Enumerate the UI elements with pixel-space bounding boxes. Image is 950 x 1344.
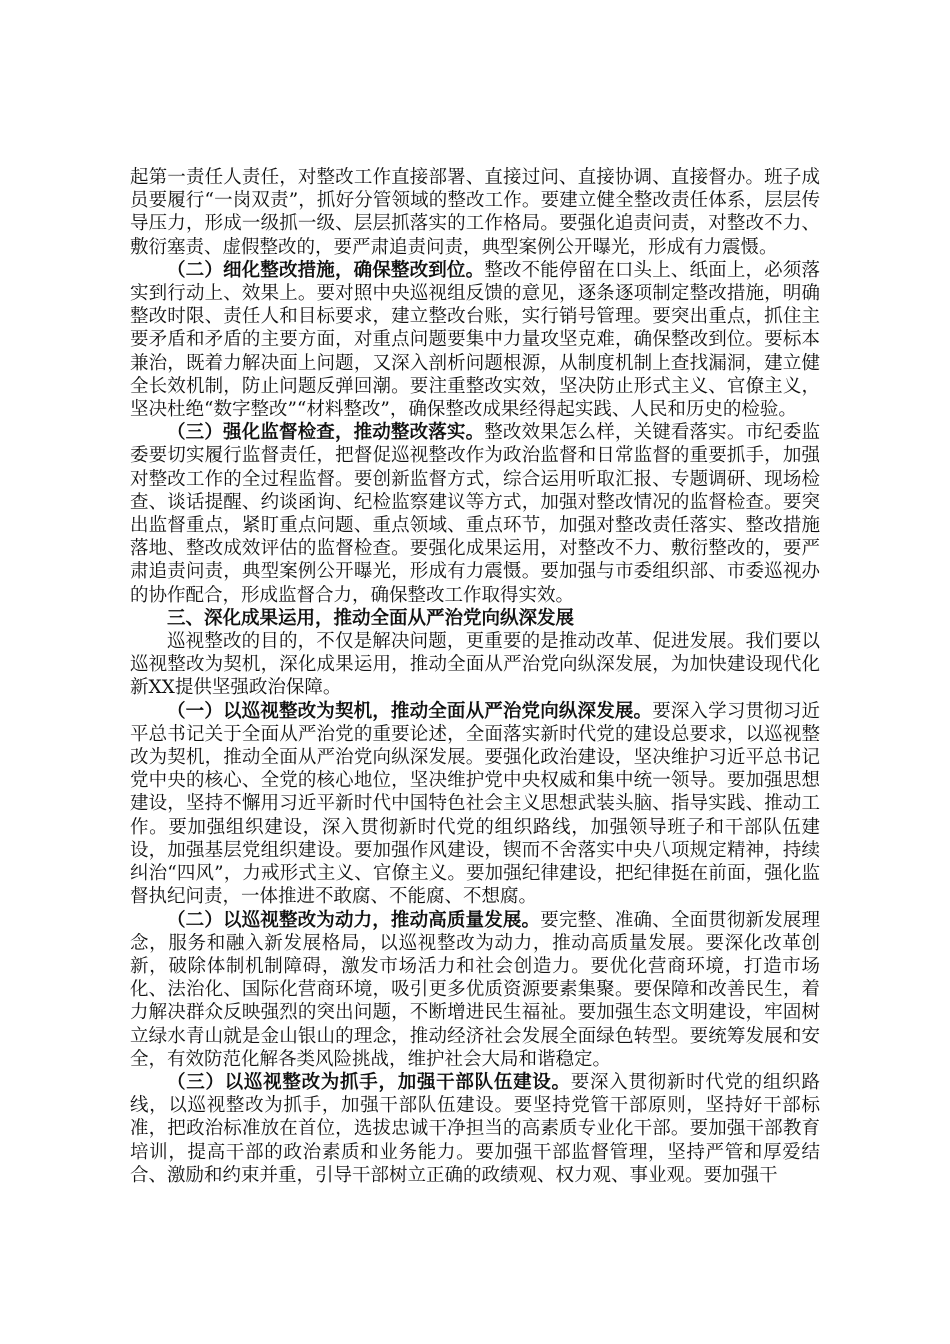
paragraph-text: 起第一责任人责任，对整改工作直接部署、直接过问、直接协调、直接督办。班子成员要履行“一岗双责”，抓好分管领域的整改工作。要建立健全整改责任体系，层层传导压力，形成一级抓一级、层层抓落实的工作格局。要强化追责问责，对整改不力、敷衍塞责、虚假整改的，要严肃追责问责，典型案例公开曝光，形成有力震慑。 xyxy=(130,167,820,258)
paragraph-text: 要深入学习贯彻习近平总书记关于全面从严治党的重要论述，全面落实新时代党的建设总要求，以巡视整改为契机，推动全面从严治党向纵深发展。要强化政治建设，坚决维护习近平总书记党中央的核心、全党的核心地位，坚决维护党中央权威和集中统一领导。要加强思想建设，坚持不懈用习近平新时代中国特色社会主义思想武装头脑、指导实践、推动工作。要加强组织建设，深入贯彻新时代党的组织路线，加强领导班子和干部队伍建设，加强基层党组织建设。要加强作风建设，锲而不舍落实中央八项规定精神，持续纠治“四风”，力戒形式主义、官僚主义。要加强纪律建设，把纪律挺在前面，强化监督执纪问责，一体推进不敢腐、不能腐、不想腐。 xyxy=(130,700,820,908)
paragraph-text: 巡视整改的目的，不仅是解决问题，更重要的是推动改革、促进发展。我们要以巡视整改为契机，深化成果运用，推动全面从严治党向纵深发展，为加快建设现代化新XX提供坚强政治保障。 xyxy=(130,631,820,699)
paragraph-heading: （二）以巡视整改为动力，推动高质量发展。 xyxy=(167,909,541,931)
paragraph-refine-measures xyxy=(130,259,820,421)
paragraph-cadre-building xyxy=(130,1071,820,1187)
paragraph-heading: （三）以巡视整改为抓手，加强干部队伍建设。 xyxy=(167,1071,571,1093)
paragraph-text: 要深入贯彻新时代党的组织路线，以巡视整改为抓手，加强干部队伍建设。要坚持党管干部原则，坚持好干部标准，把政治标准放在首位，选拔忠诚干净担当的高素质专业化干部。要加强干部教育培训，提高干部的政治素质和业务能力。要加强干部监督管理，坚持严管和厚爱结合、激励和约束并重，引导干部树立正确的政绩观、权力观、事业观。要加强干 xyxy=(130,1071,820,1186)
section-heading-text: 三、深化成果运用，推动全面从严治党向纵深发展 xyxy=(167,607,575,629)
paragraph-text: 整改不能停留在口头上、纸面上，必须落实到行动上、效果上。要对照中央巡视组反馈的意见，逐条逐项制定整改措施，明确整改时限、责任人和目标要求，建立整改台账，实行销号管理。要突出重点，抓住主要矛盾和矛盾的主要方面，对重点问题要集中力量攻坚克难，确保整改到位。要标本兼治，既着力解决面上问题，又深入剖析问题根源，从制度机制上查找漏洞，建立健全长效机制，防止问题反弹回潮。要注重整改实效，坚决防止形式主义、官僚主义，坚决杜绝“数字整改”“材料整改”，确保整改成果经得起实践、人民和历史的检验。 xyxy=(130,259,820,421)
paragraph-text: 要完整、准确、全面贯彻新发展理念，服务和融入新发展格局，以巡视整改为动力，推动高质量发展。要深化改革创新，破除体制机制障碍，激发市场活力和社会创造力。要优化营商环境，打造市场化、法治化、国际化营商环境，吸引更多优质资源要素集聚。要保障和改善民生，着力解决群众反映强烈的突出问题，不断增进民生福祉。要加强生态文明建设，牢固树立绿水青山就是金山银山的理念，推动经济社会发展全面绿色转型。要统筹发展和安全，有效防范化解各类风险挑战，维护社会大局和谐稳定。 xyxy=(130,909,820,1070)
paragraph-opportunity xyxy=(130,700,820,909)
document-page xyxy=(130,166,820,1187)
paragraph-responsibility xyxy=(130,166,820,259)
paragraph-high-quality-development xyxy=(130,909,820,1071)
paragraph-heading: （一）以巡视整改为契机，推动全面从严治党向纵深发展。 xyxy=(167,700,653,722)
paragraph-heading: （二）细化整改措施，确保整改到位。 xyxy=(167,259,485,281)
paragraph-supervision xyxy=(130,421,820,607)
paragraph-section-intro xyxy=(130,630,820,700)
paragraph-text: 整改效果怎么样，关键看落实。市纪委监委要切实履行监督责任，把督促巡视整改作为政治监督和日常监督的重要抓手，加强对整改工作的全过程监督。要创新监督方式，综合运用听取汇报、专题调研、现场检查、谈话提醒、约谈函询、纪检监察建议等方式，加强对整改情况的监督检查。要突出监督重点，紧盯重点问题、重点领域、重点环节，加强对整改责任落实、整改措施落地、整改成效评估的监督检查。要强化成果运用，对整改不力、敷衍整改的，要严肃追责问责，典型案例公开曝光，形成有力震慑。要加强与市委组织部、市委巡视办的协作配合，形成监督合力，确保整改工作取得实效。 xyxy=(130,422,820,606)
section-heading-three xyxy=(130,607,820,630)
paragraph-heading: （三）强化监督检查，推动整改落实。 xyxy=(167,422,485,444)
